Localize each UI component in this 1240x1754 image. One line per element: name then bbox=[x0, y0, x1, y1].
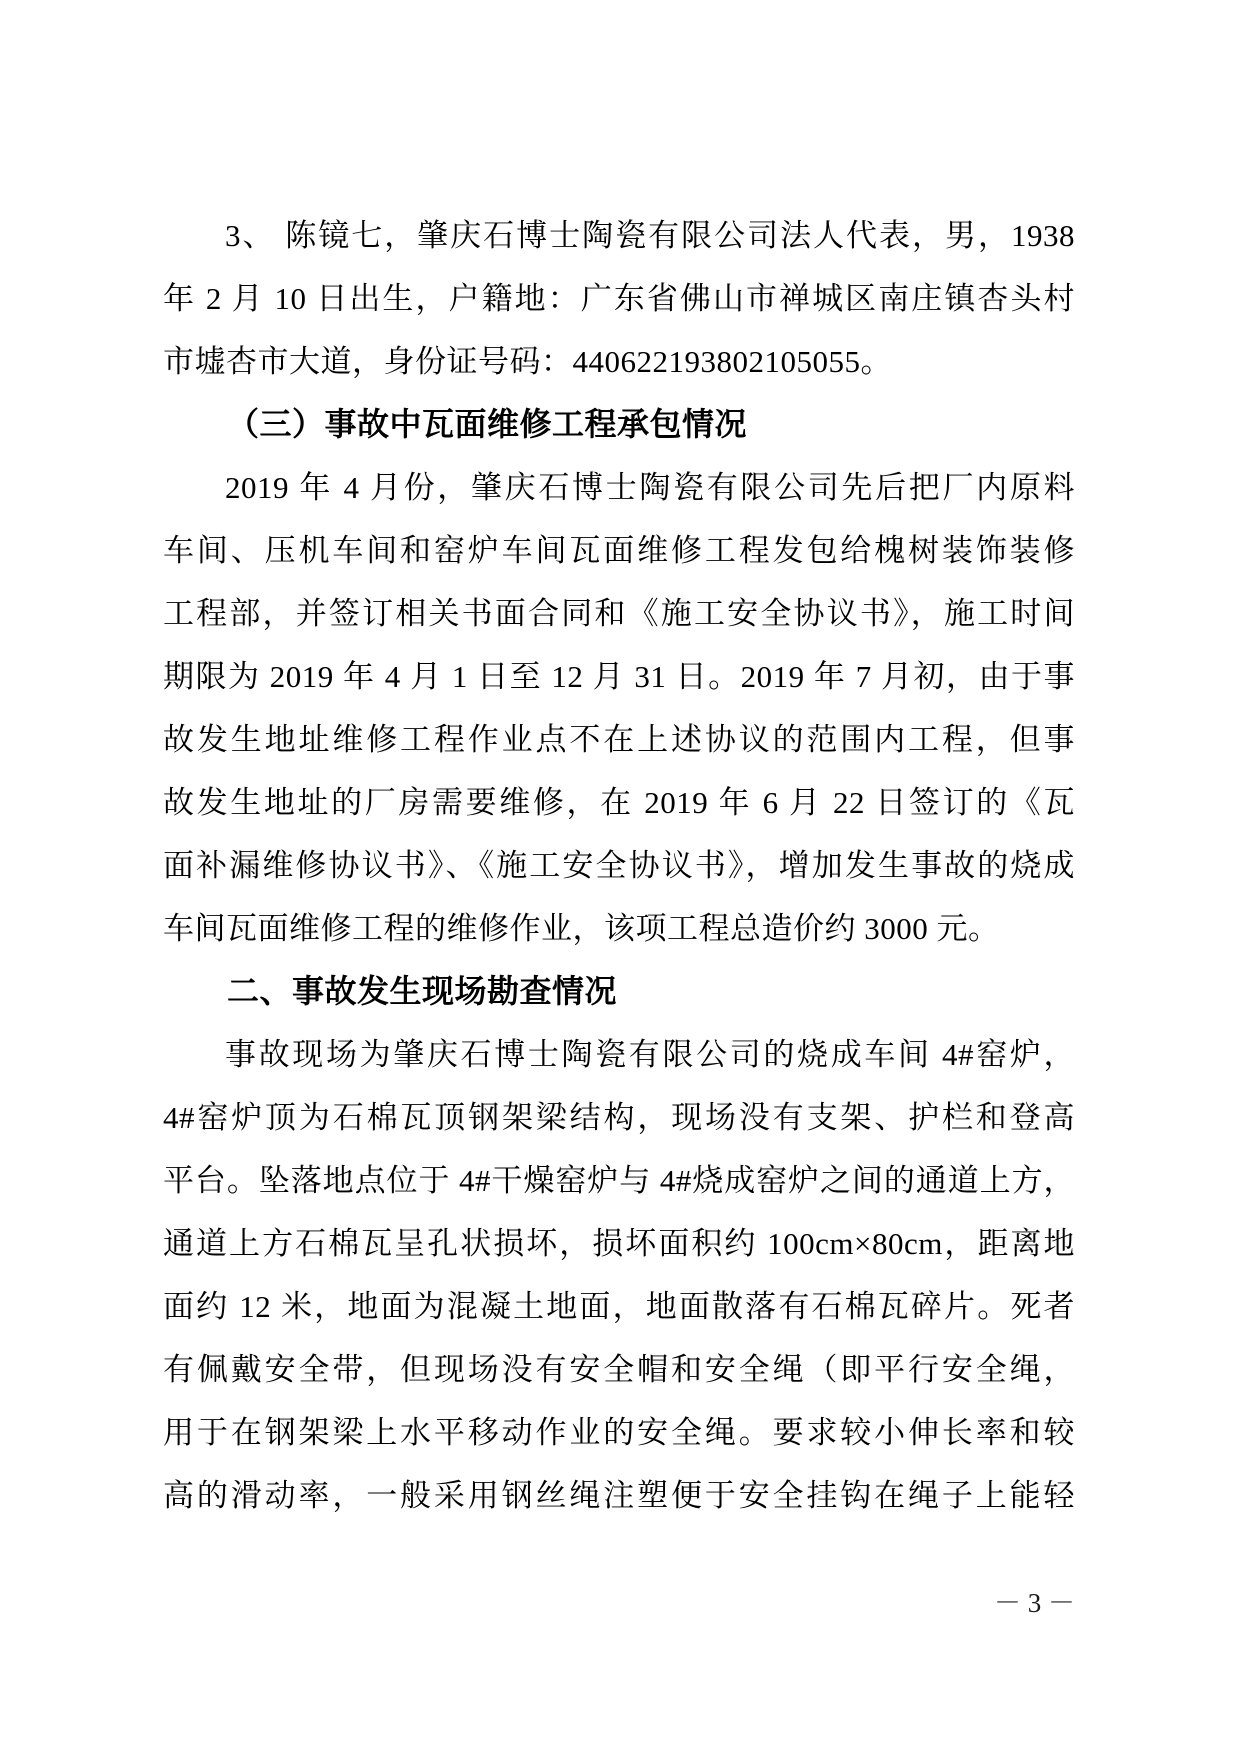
text-line: 4#窑炉顶为石棉瓦顶钢架梁结构，现场没有支架、护栏和登高 bbox=[163, 1100, 1075, 1135]
text-line: 用于在钢架梁上水平移动作业的安全绳。要求较小伸长率和较 bbox=[163, 1415, 1075, 1450]
document-body bbox=[163, 204, 1075, 1527]
text-line: 面补漏维修协议书》、《施工安全协议书》，增加发生事故的烧成 bbox=[163, 848, 1075, 883]
text-line: 车间瓦面维修工程的维修作业，该项工程总造价约 3000 元。 bbox=[163, 911, 1000, 946]
text-line: 市墟杏市大道，身份证号码：440622193802105055。 bbox=[163, 344, 892, 379]
text-line: 平台。坠落地点位于 4#干燥窑炉与 4#烧成窑炉之间的通道上方， bbox=[163, 1163, 1075, 1198]
page-number: － 3 － bbox=[994, 1588, 1075, 1618]
text-line: 期限为 2019 年 4 月 1 日至 12 月 31 日。2019 年 7 月初，由于事 bbox=[163, 659, 1075, 694]
text-line: 故发生地址的厂房需要维修，在 2019 年 6 月 22 日签订的《瓦 bbox=[163, 785, 1075, 820]
text-line: 3、 陈镜七，肇庆石博士陶瓷有限公司法人代表，男，1938 bbox=[225, 218, 1075, 253]
text-line: 面约 12 米，地面为混凝土地面，地面散落有石棉瓦碎片。死者 bbox=[163, 1289, 1075, 1324]
section-heading-2: 二、事故发生现场勘查情况 bbox=[227, 973, 618, 1009]
text-line: 通道上方石棉瓦呈孔状损坏，损坏面积约 100cm×80cm，距离地 bbox=[163, 1226, 1075, 1261]
text-line: 工程部，并签订相关书面合同和《施工安全协议书》，施工时间 bbox=[163, 596, 1075, 631]
text-line: 车间、压机车间和窑炉车间瓦面维修工程发包给槐树装饰装修 bbox=[163, 533, 1075, 568]
text-line: 高的滑动率，一般采用钢丝绳注塑便于安全挂钩在绳子上能轻 bbox=[163, 1478, 1075, 1513]
text-line: 2019 年 4 月份，肇庆石博士陶瓷有限公司先后把厂内原料 bbox=[225, 470, 1075, 505]
text-line: 有佩戴安全带，但现场没有安全帽和安全绳（即平行安全绳， bbox=[163, 1352, 1075, 1387]
text-line: 事故现场为肇庆石博士陶瓷有限公司的烧成车间 4#窑炉， bbox=[225, 1037, 1075, 1072]
text-line: 年 2 月 10 日出生，户籍地：广东省佛山市禅城区南庄镇杏头村 bbox=[163, 281, 1075, 316]
section-heading-3: （三）事故中瓦面维修工程承包情况 bbox=[227, 406, 748, 442]
text-line: 故发生地址维修工程作业点不在上述协议的范围内工程，但事 bbox=[163, 722, 1075, 757]
